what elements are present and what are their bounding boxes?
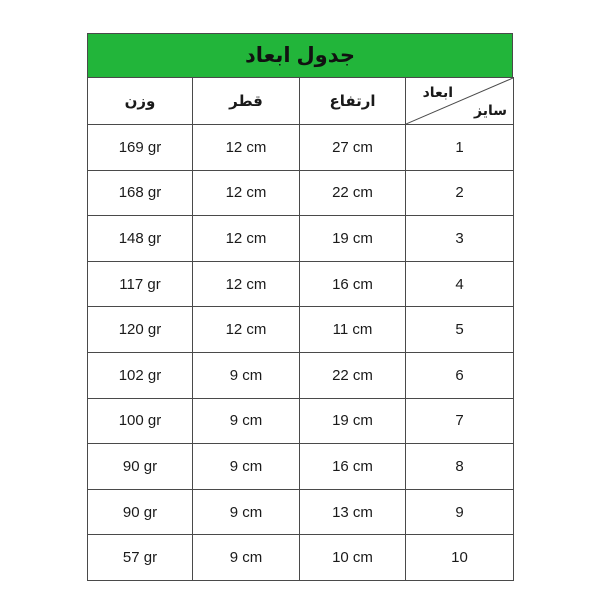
cell-diameter: 12 cm <box>193 261 300 307</box>
cell-height: 19 cm <box>300 398 406 444</box>
cell-diameter: 9 cm <box>193 398 300 444</box>
cell-weight: 120 gr <box>88 307 193 353</box>
cell-diameter: 9 cm <box>193 489 300 535</box>
cell-weight: 57 gr <box>88 535 193 581</box>
table-row <box>88 535 514 581</box>
cell-weight: 169 gr <box>88 125 193 171</box>
cell-height: 10 cm <box>300 535 406 581</box>
header-weight: وزن <box>88 78 193 125</box>
cell-diameter: 12 cm <box>193 125 300 171</box>
cell-size: 7 <box>406 398 514 444</box>
header-size-dimensions <box>406 78 514 125</box>
cell-weight: 90 gr <box>88 444 193 490</box>
header-size: سایز <box>474 102 507 118</box>
cell-size: 9 <box>406 489 514 535</box>
table-body <box>88 125 514 581</box>
table-row <box>88 125 514 171</box>
cell-height: 13 cm <box>300 489 406 535</box>
cell-size: 3 <box>406 216 514 262</box>
cell-weight: 148 gr <box>88 216 193 262</box>
cell-height: 19 cm <box>300 216 406 262</box>
cell-size: 1 <box>406 125 514 171</box>
table-row <box>88 216 514 262</box>
cell-diameter: 12 cm <box>193 170 300 216</box>
cell-diameter: 9 cm <box>193 444 300 490</box>
cell-height: 27 cm <box>300 125 406 171</box>
cell-diameter: 9 cm <box>193 535 300 581</box>
cell-weight: 90 gr <box>88 489 193 535</box>
cell-diameter: 9 cm <box>193 352 300 398</box>
cell-diameter: 12 cm <box>193 307 300 353</box>
cell-height: 11 cm <box>300 307 406 353</box>
table-row <box>88 261 514 307</box>
cell-height: 16 cm <box>300 444 406 490</box>
cell-size: 4 <box>406 261 514 307</box>
cell-weight: 117 gr <box>88 261 193 307</box>
cell-height: 22 cm <box>300 352 406 398</box>
cell-size: 8 <box>406 444 514 490</box>
cell-weight: 100 gr <box>88 398 193 444</box>
cell-size: 10 <box>406 535 514 581</box>
table-row <box>88 352 514 398</box>
table-row <box>88 170 514 216</box>
cell-size: 5 <box>406 307 514 353</box>
size-chart-table <box>87 77 514 581</box>
table-row <box>88 398 514 444</box>
table-row <box>88 444 514 490</box>
header-row <box>88 78 514 125</box>
cell-diameter: 12 cm <box>193 216 300 262</box>
cell-size: 6 <box>406 352 514 398</box>
table-row <box>88 489 514 535</box>
cell-height: 22 cm <box>300 170 406 216</box>
table-row <box>88 307 514 353</box>
cell-weight: 168 gr <box>88 170 193 216</box>
header-diameter: قطر <box>193 78 300 125</box>
size-chart-table-wrapper <box>87 33 513 581</box>
header-height: ارتفاع <box>300 78 406 125</box>
cell-weight: 102 gr <box>88 352 193 398</box>
cell-size: 2 <box>406 170 514 216</box>
table-title: جدول ابعاد <box>87 33 513 77</box>
cell-height: 16 cm <box>300 261 406 307</box>
header-dimensions: ابعاد <box>422 84 453 100</box>
